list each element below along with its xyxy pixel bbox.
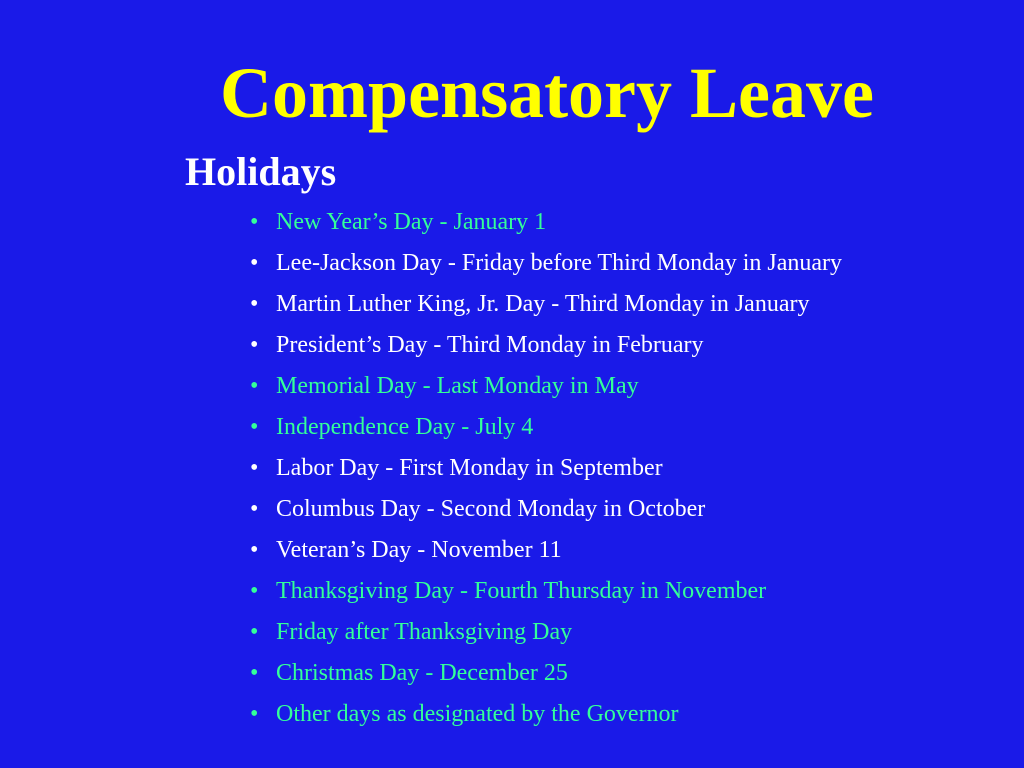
- holiday-item: [250, 532, 842, 573]
- holiday-item: [250, 614, 842, 655]
- holiday-item: [250, 204, 842, 245]
- holiday-text: Columbus Day - Second Monday in October: [276, 496, 706, 522]
- holiday-item: [250, 286, 842, 327]
- slide-title: Compensatory Leave: [220, 53, 874, 133]
- holiday-text: Friday after Thanksgiving Day: [276, 619, 573, 645]
- holiday-text: Martin Luther King, Jr. Day - Third Monday in January: [276, 291, 810, 317]
- bullet-icon: •: [250, 578, 259, 604]
- bullet-icon: •: [250, 414, 259, 440]
- bullet-icon: •: [250, 332, 259, 358]
- holiday-text: President’s Day - Third Monday in February: [276, 332, 704, 358]
- holiday-item: [250, 368, 842, 409]
- bullet-icon: •: [250, 537, 259, 563]
- holiday-item: [250, 327, 842, 368]
- section-heading: Holidays: [185, 149, 337, 194]
- holiday-text: Thanksgiving Day - Fourth Thursday in November: [276, 578, 767, 604]
- holiday-text: Veteran’s Day - November 11: [276, 537, 562, 563]
- holiday-text: New Year’s Day - January 1: [276, 209, 547, 235]
- holiday-item: [250, 655, 842, 696]
- holiday-text: Independence Day - July 4: [276, 414, 534, 440]
- holiday-text: Memorial Day - Last Monday in May: [276, 373, 639, 399]
- bullet-icon: •: [250, 455, 259, 481]
- holiday-item: [250, 573, 842, 614]
- bullet-icon: •: [250, 373, 259, 399]
- holiday-item: [250, 409, 842, 450]
- holiday-text: Christmas Day - December 25: [276, 660, 568, 686]
- holiday-text: Lee-Jackson Day - Friday before Third Monday in January: [276, 250, 843, 276]
- holiday-item: [250, 491, 842, 532]
- bullet-icon: •: [250, 250, 259, 276]
- holiday-item: [250, 696, 842, 737]
- bullet-icon: •: [250, 701, 259, 727]
- holiday-text: Other days as designated by the Governor: [276, 701, 679, 727]
- bullet-icon: •: [250, 291, 259, 317]
- bullet-icon: •: [250, 660, 259, 686]
- holiday-text: Labor Day - First Monday in September: [276, 455, 663, 481]
- bullet-icon: •: [250, 209, 259, 235]
- holiday-item: [250, 450, 842, 491]
- holiday-item: [250, 245, 842, 286]
- bullet-icon: •: [250, 496, 259, 522]
- bullet-icon: •: [250, 619, 259, 645]
- holiday-list: [250, 204, 842, 737]
